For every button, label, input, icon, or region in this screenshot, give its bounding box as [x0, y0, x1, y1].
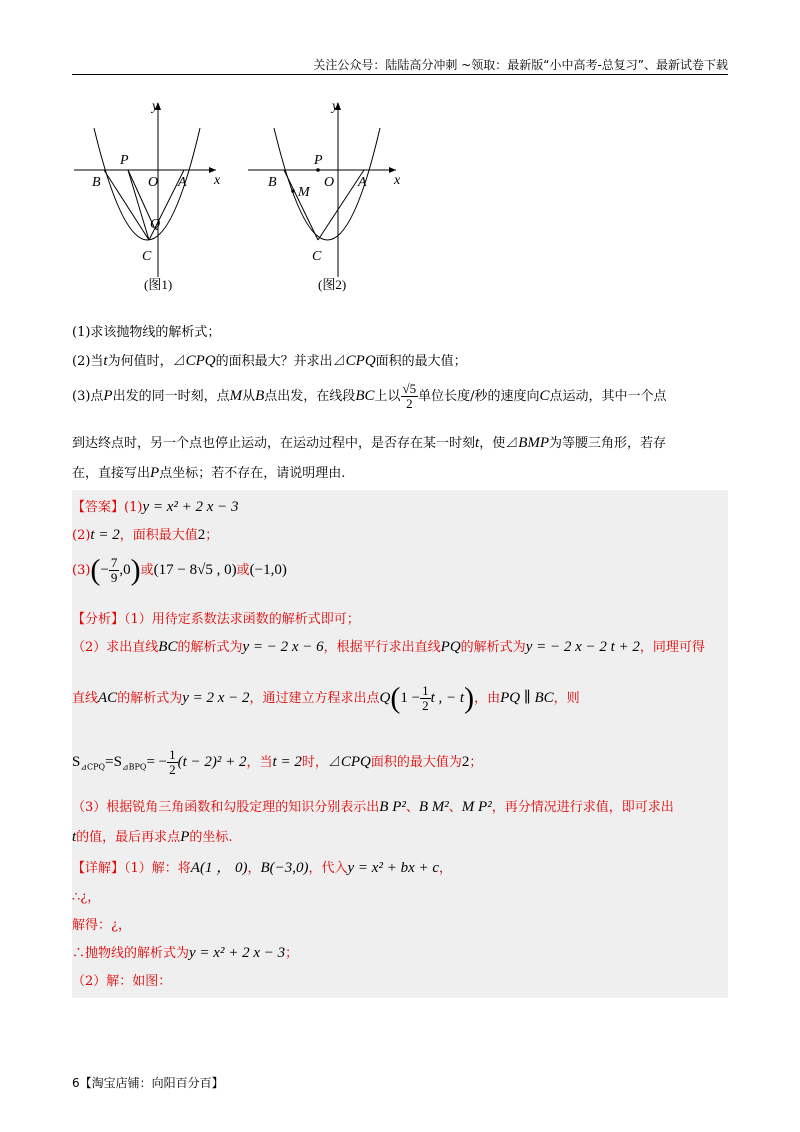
fig2-m-label: M: [298, 185, 310, 200]
header-text: 关注公众号：陆陆高分冲刺 ~领取：最新版“小中高考-总复习”、最新试卷下载: [313, 58, 728, 72]
figure-diagrams: [66, 92, 426, 302]
detail-line-4: ∴抛物线的解析式为y = x² + 2 x − 3；: [72, 945, 299, 961]
fig1-x-label: x: [214, 173, 221, 188]
answer-line-3: (3)(− $\frac{7}{9}$ ,0)或(17 − 8√5 , 0)或(−1,0): [72, 553, 287, 587]
figures: [66, 92, 426, 302]
detail-line-1: 【详解】（1）解：将A(1 ， 0)，B(−3,0)，代入y = x² + bx + c，: [72, 860, 453, 876]
question-3: (3)点P出发的同一时刻，点M从B点出发，在线段BC上以 $\frac{√5}{2}$ 单位长度/秒的速度向C点运动，其中一个点: [72, 381, 667, 411]
answer-line-2: (2)t = 2，面积最大值2；: [72, 527, 219, 543]
fig2-caption: (图2): [318, 277, 347, 292]
analysis-line-6: t的值，最后再求点P的坐标.: [72, 829, 233, 845]
fig2-b-label: B: [268, 175, 277, 190]
page-header: [72, 56, 728, 75]
fig2-o-label: O: [324, 175, 335, 190]
question-3-line3: 在，直接写出P点坐标；若不存在，请说明理由.: [72, 465, 346, 481]
speed-fraction: $\frac{√5}{2}$: [402, 381, 417, 411]
detail-line-3: 解得：¿，: [72, 918, 131, 933]
q-coord-fraction: $\frac{1}{2}$: [422, 683, 429, 713]
fig1-b-label: B: [92, 175, 101, 190]
answer-line-1: 【答案】(1)y = x² + 2 x − 3: [72, 499, 239, 515]
page-footer: 6【淘宝店铺：向阳百分百】: [72, 1076, 224, 1090]
detail-line-2: ∴¿，: [72, 890, 101, 905]
fig1-o-label: O: [148, 175, 159, 190]
answer-fraction: $\frac{7}{9}$: [110, 555, 118, 585]
fig2-a-label: A: [358, 175, 367, 190]
fig2-c-label: C: [312, 249, 322, 264]
analysis-line-4: $S_{⊿CPQ}=S_{⊿BPQ}=$ − $\frac{1}{2}$ (t − 2)² + 2，当t = 2时，⊿CPQ面积的最大值为2；: [72, 747, 483, 777]
fig1-caption: (图1): [144, 277, 173, 292]
fig1-a-label: A: [178, 175, 187, 190]
analysis-line-3: 直线AC的解析式为y = 2 x − 2，通过建立方程求出点Q(1 − $\frac{1}{2}$ t , − t)，由PQ ∥ BC，则: [72, 681, 580, 715]
fig2-x-label: x: [394, 173, 401, 188]
figure-1: [74, 99, 221, 277]
question-2: (2)当t为何值时，⊿CPQ的面积最大？并求出⊿CPQ面积的最大值；: [72, 353, 467, 369]
fig1-c-label: C: [142, 249, 152, 264]
figure-2: [248, 99, 401, 277]
fig1-y-label: y: [152, 99, 159, 114]
analysis-line-1: 【分析】（1）用待定系数法求函数的解析式即可；: [72, 612, 360, 627]
analysis-line-2: （2）求出直线BC的解析式为y = − 2 x − 6，根据平行求出直线PQ的解析式为y = − 2 x − 2 t + 2，同理可得: [72, 639, 705, 655]
detail-line-5: （2）解：如图：: [72, 974, 172, 989]
fig2-p-label: P: [314, 153, 323, 168]
area-fraction: $\frac{1}{2}$: [169, 747, 176, 777]
fig2-y-label: y: [332, 99, 339, 114]
fig1-p-label: P: [120, 153, 129, 168]
fig1-q-label: Q: [150, 217, 161, 232]
analysis-line-5: （3）根据锐角三角函数和勾股定理的知识分别表示出B P²、B M²、M P²，再分情况进行求值，即可求出: [72, 799, 674, 815]
question-3-line2: 到达终点时，另一个点也停止运动，在运动过程中，是否存在某一时刻t，使⊿BMP为等腰三角形，若存: [72, 435, 667, 451]
question-1: (1)求该抛物线的解析式；: [72, 325, 221, 340]
